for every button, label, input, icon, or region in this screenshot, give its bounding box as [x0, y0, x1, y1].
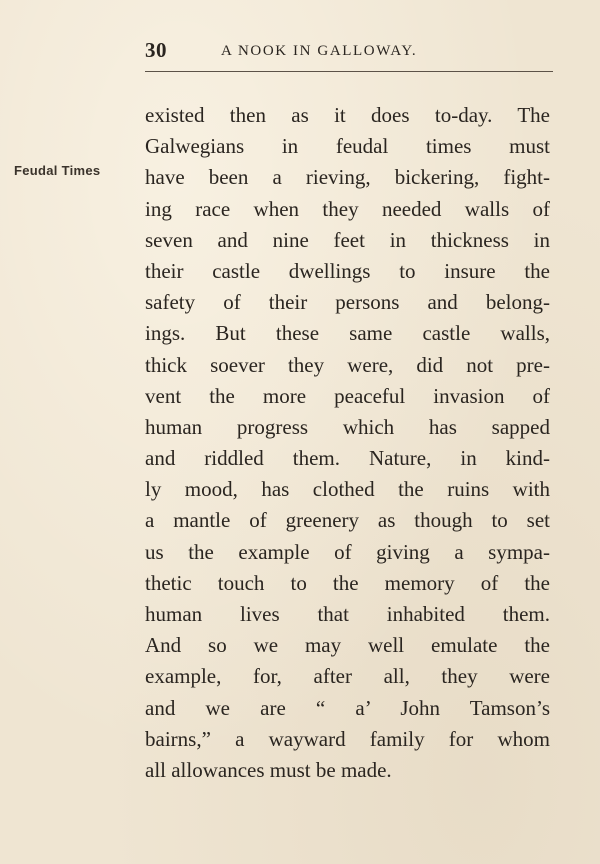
text-line: their castle dwellings to insure the [145, 258, 550, 283]
text-line: ing race when they needed walls of [145, 196, 550, 221]
text-line: Galwegians in feudal times must [145, 134, 550, 159]
text-line: human lives that inhabited them. [145, 602, 550, 626]
text-line: safety of their persons and belong- [145, 290, 550, 315]
text-line: and we are “ a’ John Tamson’s [145, 695, 550, 720]
text-line: ings. But these same castle walls, [145, 321, 550, 346]
text-line: existed then as it does to-day. The [145, 103, 550, 127]
text-line: all allowances must be made. [145, 757, 392, 782]
running-head: A NOOK IN GALLOWAY. [221, 43, 418, 59]
page-header [145, 38, 553, 72]
text-line: human progress which has sapped [145, 414, 550, 439]
text-line: us the example of giving a sympa- [145, 539, 550, 564]
marginal-note: Feudal Times [14, 163, 101, 178]
text-line: thetic touch to the memory of the [145, 570, 550, 595]
text-line: and riddled them. Nature, in kind- [145, 446, 550, 471]
text-line: seven and nine feet in thickness in [145, 227, 550, 252]
text-line: ly mood, has clothed the ruins with [145, 477, 550, 502]
header-rule [145, 71, 553, 72]
body-text [145, 100, 550, 786]
text-line: a mantle of greenery as though to set [145, 508, 550, 533]
text-line: And so we may well emulate the [145, 633, 550, 658]
text-line: example, for, after all, they were [145, 664, 550, 689]
text-line: bairns,” a wayward family for whom [145, 726, 550, 751]
text-line: have been a rieving, bickering, fight- [145, 165, 550, 190]
text-line: vent the more peaceful invasion of [145, 383, 550, 408]
page-number: 30 [145, 38, 167, 62]
text-line: thick soever they were, did not pre- [145, 352, 550, 377]
